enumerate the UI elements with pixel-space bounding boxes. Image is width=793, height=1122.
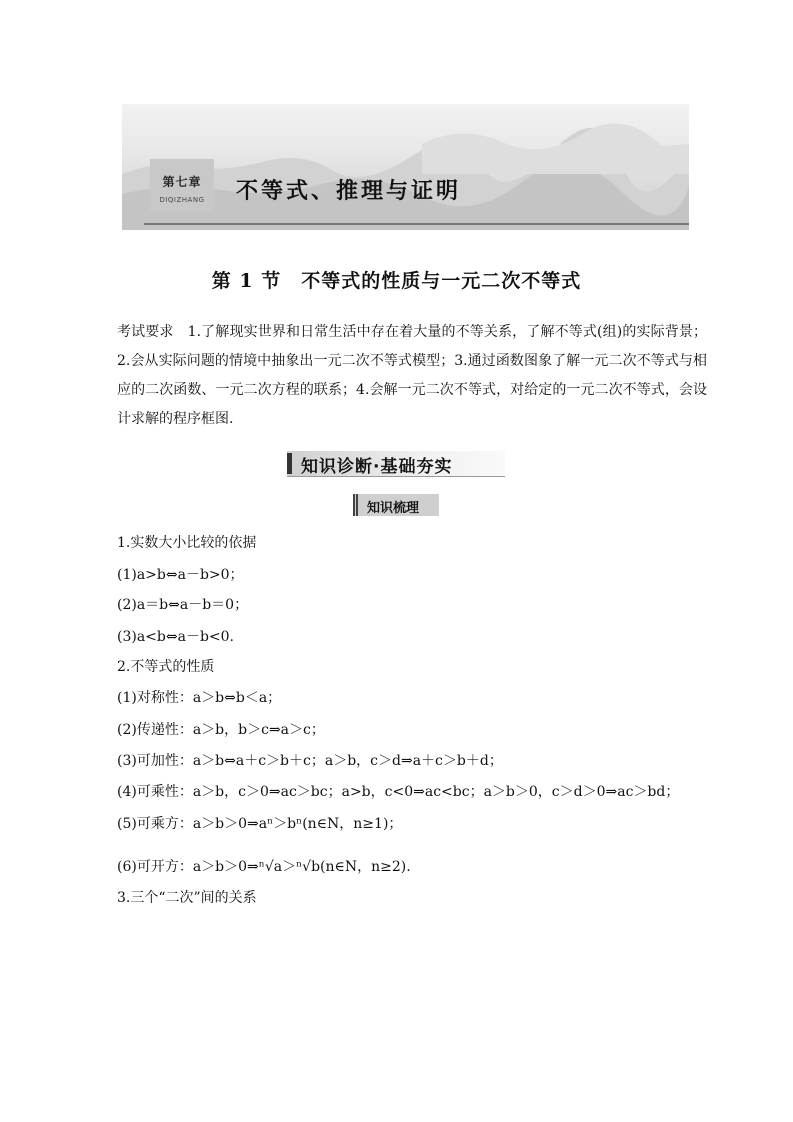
- point-2-5: (5)可乘方：a＞b＞0⇒aⁿ＞bⁿ(n∈N，n≥1)；: [117, 816, 403, 832]
- chapter-banner: [122, 104, 689, 230]
- point-1-3: (3)a<b⇔a－b<0.: [117, 629, 234, 645]
- section-bar-main-label: 知识诊断·基础夯实: [301, 457, 453, 477]
- chapter-badge-pinyin: DIQIZHANG: [159, 196, 205, 204]
- point-1-2: (2)a＝b⇔a－b＝0；: [117, 597, 249, 613]
- point-2-6: (6)可开方：a＞b＞0⇒ⁿ√a＞ⁿ√b(n∈N，n≥2).: [117, 859, 411, 875]
- point-2-3: (3)可加性：a＞b⇔a＋c＞b＋c；a＞b，c＞d⇒a＋c＞b＋d；: [117, 753, 503, 769]
- bar-stripes-icon: [353, 494, 359, 516]
- point-1-1: (1)a>b⇔a－b>0；: [117, 567, 244, 583]
- section-bar-sub: [353, 494, 439, 516]
- section-bar-sub-label: 知识梳理: [367, 501, 420, 516]
- bar-marker-icon: [287, 453, 292, 474]
- chapter-title: 不等式、推理与证明: [236, 179, 462, 204]
- chapter-badge: [150, 159, 214, 211]
- point-2-1: (1)对称性：a＞b⇔b＜a；: [117, 690, 282, 706]
- heading-3: 3.三个“二次”间的关系: [117, 890, 257, 906]
- chapter-badge-label: 第七章: [162, 175, 202, 189]
- section-title: 第 1 节 不等式的性质与一元二次不等式: [211, 270, 582, 292]
- exam-requirements: 考试要求 1.了解现实世界和日常生活中存在着大量的不等关系，了解不等式(组)的实际背景；2.会从实际问题的情境中抽象出一元二次不等式模型；3.通过函数图象了解一元二次不等式与相应的二次函数、一元二次方程的联系；4.会解一元二次不等式，对给定的一元二次不等式，会设计求解的程序框图.: [117, 324, 707, 427]
- banner-rule: [144, 223, 689, 225]
- heading-2: 2.不等式的性质: [117, 659, 215, 675]
- section-bar-main: [287, 451, 505, 477]
- point-2-2: (2)传递性：a＞b，b＞c⇒a＞c；: [117, 722, 325, 738]
- heading-1: 1.实数大小比较的依据: [117, 535, 257, 551]
- point-2-4: (4)可乘性：a＞b，c＞0⇒ac＞bc；a>b，c<0⇒ac<bc；a＞b＞0，c＞d＞0⇒ac＞bd；: [117, 784, 680, 800]
